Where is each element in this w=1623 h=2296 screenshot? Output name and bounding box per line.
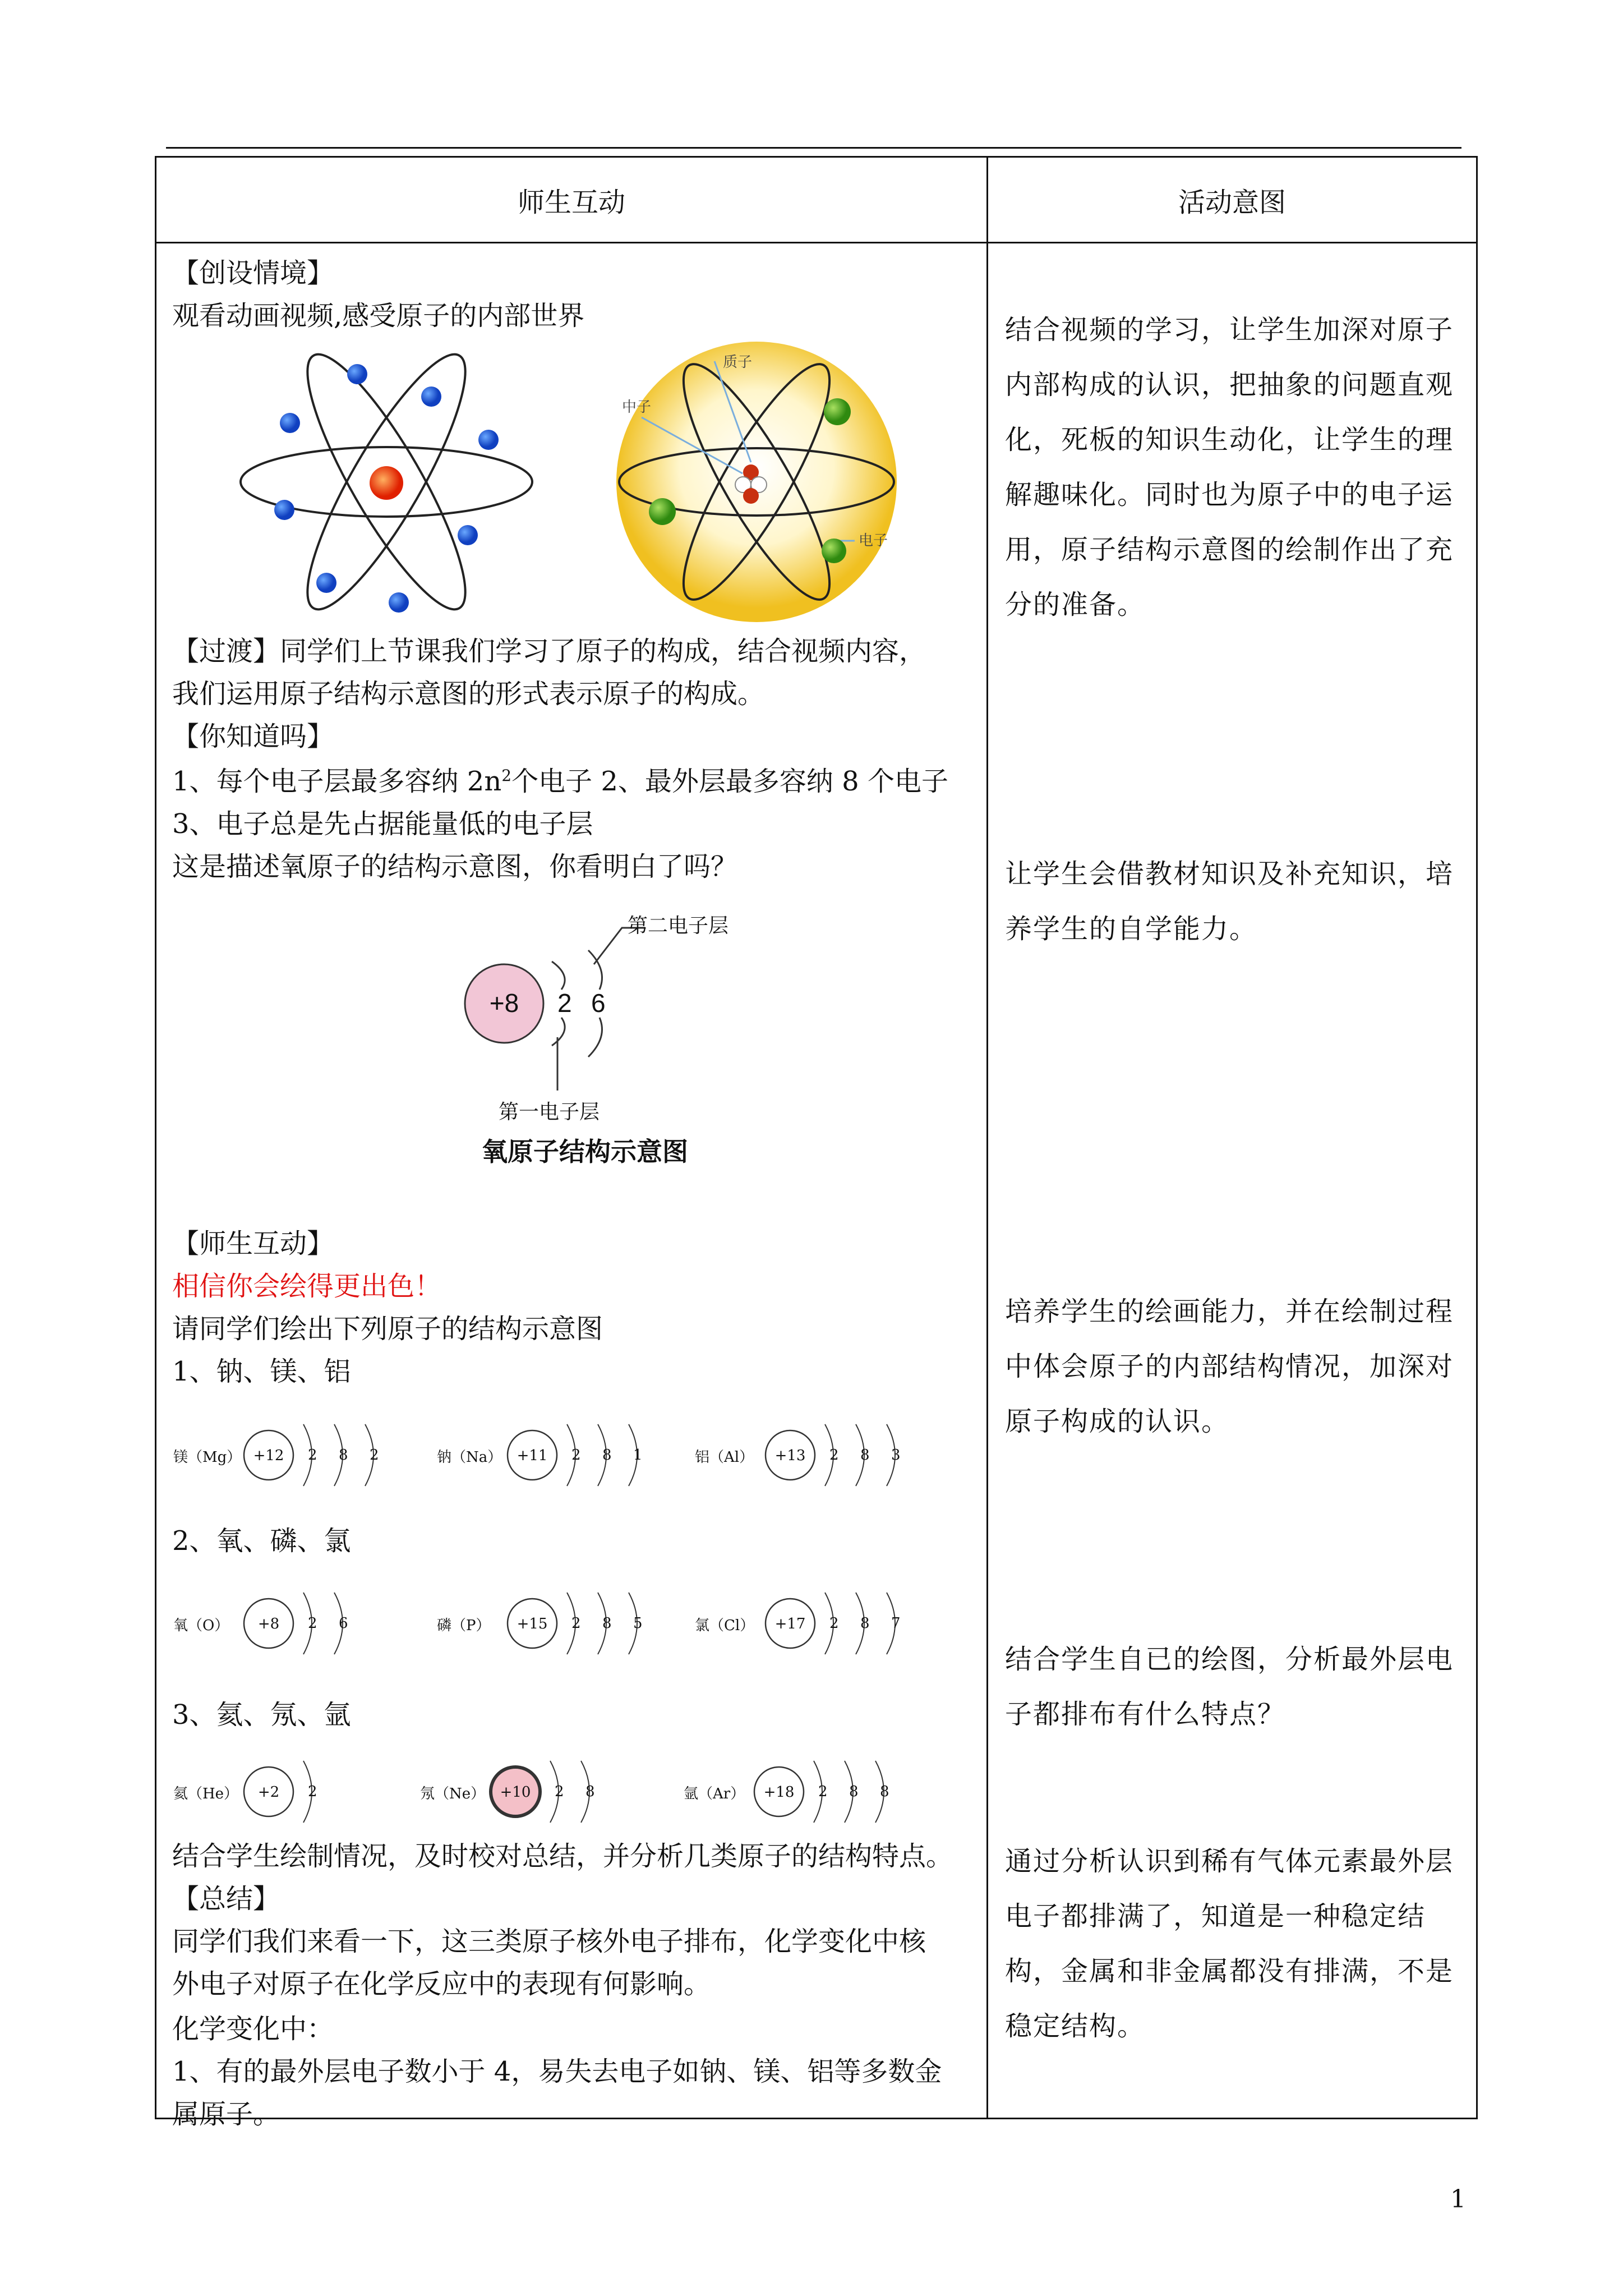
- atom-label: 钠（Na）: [437, 1449, 502, 1466]
- atom-nucleus-charge: +15: [517, 1616, 548, 1632]
- text-line: 我们运用原子结构示意图的形式表示原子的构成。: [172, 678, 765, 710]
- exercise-group-1-title: 1、钠、镁、铝: [172, 1356, 351, 1387]
- electron-shell-count: 2: [370, 1447, 379, 1464]
- text-line: 化学变化中：: [172, 2013, 334, 2045]
- section-heading-didyouknow: 【你知道吗】: [172, 721, 334, 752]
- atom-diagram-row-1: [156, 1410, 988, 1494]
- atom-structure-diagram: [695, 1579, 942, 1663]
- electron-shell-count: 8: [602, 1615, 612, 1632]
- oxygen-shell1-count: 2: [557, 988, 572, 1018]
- section-heading-summary: 【总结】: [172, 1883, 280, 1915]
- electron-shell-count: 2: [308, 1447, 317, 1464]
- atom-label: 磷（P）: [437, 1617, 491, 1634]
- atom-nucleus-charge: +17: [774, 1616, 806, 1632]
- text-line: 1、每个电子层最多容纳 $2n^2$个电子 2、最外层最多容纳 8 个电子: [172, 766, 948, 797]
- atom-structure-diagram: [173, 1410, 420, 1494]
- atom-structure-diagram: [173, 1579, 420, 1663]
- column-header-right: 活动意图: [988, 157, 1477, 243]
- oxygen-nucleus: +8: [489, 988, 519, 1018]
- electron-shell-count: 3: [891, 1447, 901, 1464]
- atom-orbit-illustration: [235, 336, 538, 628]
- page-number: 1: [1450, 2185, 1466, 2214]
- electron-shell-count: 2: [818, 1783, 828, 1800]
- text-line: 这是描述氧原子的结构示意图，你看明白了吗？: [172, 851, 738, 882]
- lesson-table: [155, 156, 1478, 2130]
- oxygen-diagram-caption: 氧原子结构示意图: [482, 1137, 688, 1166]
- electron-shell-count: 1: [633, 1447, 643, 1464]
- atom-structure-diagram: [684, 1747, 930, 1831]
- oxygen-shell2-count: 6: [591, 988, 606, 1018]
- atom-label: 氩（Ar）: [684, 1786, 745, 1802]
- column-header-left: 师生互动: [156, 157, 988, 243]
- exercise-group-2-title: 2、氧、磷、氯: [172, 1525, 351, 1557]
- text-line: 【过渡】同学们上节课我们学习了原子的构成，结合视频内容，: [172, 636, 926, 667]
- electron-shell-count: 6: [339, 1615, 348, 1632]
- atom-nucleus-charge: +12: [253, 1447, 284, 1464]
- electron-shell-count: 8: [602, 1447, 612, 1464]
- text-line: 结合学生绘制情况，及时校对总结，并分析几类原子的结构特点。: [172, 1841, 953, 1872]
- electron-shell-count: 2: [829, 1615, 839, 1632]
- left-content-cell: [156, 243, 988, 2130]
- text-line: 观看动画视频,感受原子的内部世界: [172, 300, 585, 332]
- intent-paragraph-3: 培养学生的绘画能力，并在绘制过程中体会原子的内部结构情况，加深对原子构成的认识。: [1005, 1296, 1454, 1437]
- intent-paragraph-5: 通过分析认识到稀有气体元素最外层电子都排满了，知道是一种稳定结构，金属和非金属都没有排满，不是稳定结构。: [1005, 1846, 1454, 2042]
- atom-label: 氖（Ne）: [420, 1786, 486, 1802]
- electron-shell-count: 8: [880, 1783, 889, 1800]
- atom-nucleus-charge: +10: [500, 1784, 531, 1801]
- electron-shell-count: 2: [571, 1615, 581, 1632]
- electron-label: 电子: [859, 532, 888, 549]
- atom-structure-diagram: [695, 1410, 942, 1494]
- electron-shell-count: 8: [339, 1447, 348, 1464]
- section-heading-scenario: 【创设情境】: [172, 257, 334, 289]
- intent-paragraph-2: 让学生会借教材知识及补充知识，培养学生的自学能力。: [1005, 858, 1454, 945]
- electron-shell-count: 2: [571, 1447, 581, 1464]
- atom-label: 镁（Mg）: [173, 1449, 242, 1466]
- atom-label: 氦（He）: [173, 1786, 239, 1802]
- atom-structure-diagram: [437, 1579, 684, 1663]
- atom-structure-diagram: [437, 1410, 684, 1494]
- atom-nucleus-charge: +13: [774, 1447, 806, 1464]
- encouragement-text: 相信你会绘得更出色！: [172, 1271, 442, 1302]
- atom-diagram-row-2: [156, 1579, 988, 1663]
- intent-paragraph-1: 结合视频的学习，让学生加深对原子内部构成的认识，把抽象的问题直观化，死板的知识生动化，让学生的理解趣味化。同时也为原子中的电子运用，原子结构示意图的绘制作出了充分的准备。: [1005, 314, 1454, 620]
- intent-paragraph-4: 结合学生自已的绘图，分析最外层电子都排布有什么特点？: [1005, 1644, 1454, 1730]
- atom-nucleus-charge: +2: [257, 1784, 280, 1801]
- text-line: 属原子。: [172, 2099, 280, 2130]
- header-rule: [166, 147, 1461, 149]
- proton-label: 质子: [723, 354, 753, 371]
- atom-diagram-row-3: [156, 1747, 988, 1831]
- electron-shell-count: 8: [860, 1615, 870, 1632]
- text-line: 请同学们绘出下列原子的结构示意图: [172, 1313, 603, 1345]
- electron-shell-count: 2: [829, 1447, 839, 1464]
- text-line: 3、电子总是先占据能量低的电子层: [172, 808, 593, 840]
- electron-shell-count: 2: [555, 1783, 564, 1800]
- text-line: 1、有的最外层电子数小于 4，易失去电子如钠、镁、铝等多数金: [172, 2056, 942, 2087]
- atom-nucleus-charge: +18: [763, 1784, 795, 1801]
- second-shell-label: 第二电子层: [628, 914, 729, 937]
- atom-nucleus-charge: +11: [517, 1447, 548, 1464]
- atom-label: 铝（Al）: [695, 1449, 754, 1466]
- electron-shell-count: 5: [633, 1615, 643, 1632]
- first-shell-label: 第一电子层: [499, 1100, 600, 1123]
- electron-shell-count: 8: [860, 1447, 870, 1464]
- atom-label: 氯（Cl）: [695, 1617, 755, 1634]
- atom-nucleus-charge: +8: [257, 1616, 280, 1632]
- electron-shell-count: 7: [891, 1615, 901, 1632]
- oxygen-structure-diagram: [437, 905, 829, 1175]
- electron-shell-count: 2: [308, 1615, 317, 1632]
- atom-structure-diagram: [420, 1747, 667, 1831]
- neutron-label: 中子: [622, 399, 652, 416]
- atom-structure-diagram: [173, 1747, 420, 1831]
- electron-shell-count: 8: [849, 1783, 859, 1800]
- section-heading-interaction: 【师生互动】: [172, 1228, 334, 1259]
- exercise-group-3-title: 3、氦、氖、氩: [172, 1699, 351, 1731]
- electron-shell-count: 2: [308, 1783, 317, 1800]
- right-content-cell: [988, 243, 1477, 2119]
- atom-yellow-illustration: [600, 333, 914, 625]
- atom-label: 氧（O）: [173, 1617, 229, 1634]
- electron-shell-count: 8: [585, 1783, 595, 1800]
- text-line: 外电子对原子在化学反应中的表现有何影响。: [172, 1968, 711, 2000]
- text-line: 同学们我们来看一下，这三类原子核外电子排布，化学变化中核: [172, 1926, 926, 1957]
